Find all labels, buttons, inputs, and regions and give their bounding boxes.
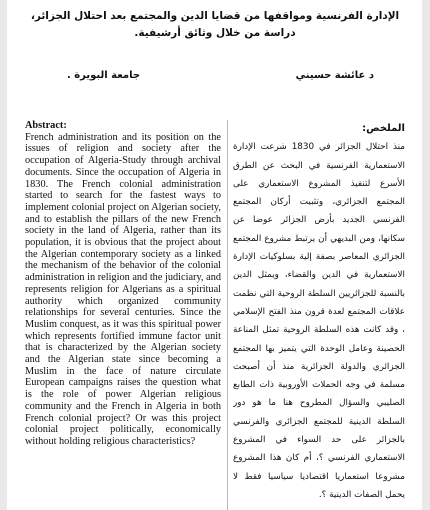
abstract-english bbox=[25, 120, 221, 510]
article-title: الإدارة الفرنسية ومواقفها من قضايا الدين والمجتمع بعد احتلال الجزائر، دراسة من خلال وثائق أرشيفية. bbox=[30, 10, 400, 39]
column-divider bbox=[227, 120, 228, 510]
abstract-arabic-text: منذ احتلال الجزائر في 1830 شرعت الإدارة الاستعمارية الفرنسية في البحث عن الطرق الأسرع لتنفيذ المشروع الاستعماري على المجتمع الجزائري، وتثبيت أركان المجتمع الفرنسي الجديد بأرض الجزائر عوضا عن سكانها، ومن البديهي أن يرتبط مشروع المجتمع الجزائري المعاصر بصفة إلية بسلوكيات الإدارة الاستعمارية في الدين والقضاء، ويمثل الدين بالنسبة للجزائريين السلطة الروحية التي نظمت علاقات المجتمع لعدة قرون منذ الفتح الإسلامي ، وقد كانت هذه السلطة الروحية تمثل المناعة الحصينة وعامل الوحدة التي يتميز بها المجتمع الجزائري والدولة الجزائرية منذ أن أصبحت مسلمة في وجه الحملات الأوروبية ذات الطابع الصليبي والسؤال المطروح هنا ما هو دور السلطة الدينية للمجتمع الجزائري والفرنسي بالجزائر على حد السواء في المشروع الاستعماري الفرنسي ؟، أم كان هذا المشروع مشروعا استعماريا اقتصاديا سياسيا فقط لا يحمل الصفات الدينية ؟. bbox=[233, 142, 405, 500]
author-line bbox=[67, 70, 374, 81]
abstract-english-heading: Abstract: bbox=[25, 120, 67, 131]
author-affiliation: جامعة البويرة . bbox=[67, 70, 141, 81]
page-margin bbox=[422, 0, 430, 510]
abstract-english-text: French administration and its position on the issues of religion and society after the occupation of Algeria-Study through archival documents. Since the occupation of Algeria in 1830. The French colonial administration started to search for the fastest ways to implement colonial project on Algerian society, and to establish the pillars of the new French society in the land of Algeria, rather than its population, it is obvious that the project about the Algerian contemporary society as a linked the mechanism of the behavior of the colonial administration in religion and the judiciary, and represents religion for Algerians as a spiritual authority which organized community relationships for several centuries. Since the Muslim conquest, as it was this spiritual power which represents fortified immune factor unit that is characterized by the Algerian society and the Algerian state since becoming a Muslim in the face of nature circulate European campaigns raises the question what is the role of power Algerian religious community and the French in Algeria in both French colonial project? Or was this project colonial project politically, economically without holding religious characteristics? bbox=[25, 131, 221, 447]
document-page bbox=[7, 0, 422, 510]
abstract-arabic bbox=[233, 120, 405, 510]
author-name: د عائشة حسيني bbox=[295, 70, 374, 81]
abstract-arabic-heading: الملخص: bbox=[362, 123, 405, 134]
